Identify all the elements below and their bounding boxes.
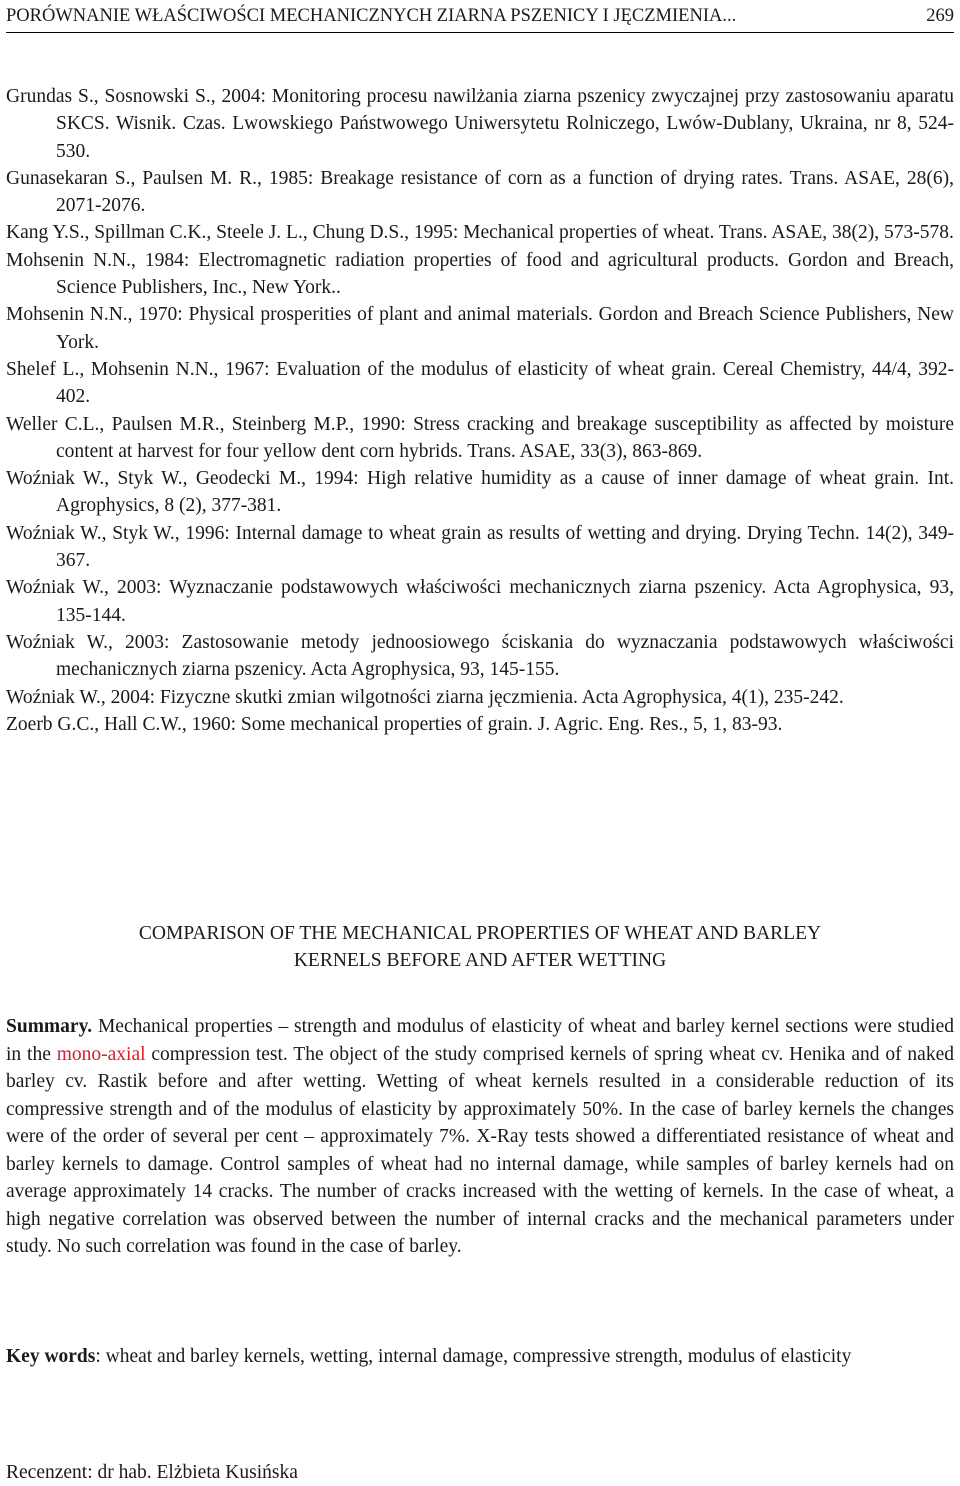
reference-item: Gunasekaran S., Paulsen M. R., 1985: Breakage resistance of corn as a function of drying rates. Trans. ASAE, 28(6), 2071-2076. — [6, 167, 954, 217]
keywords-text: : wheat and barley kernels, wetting, internal damage, compressive strength, modulus of elasticity — [95, 1346, 852, 1367]
reference-list — [6, 83, 954, 738]
summary-highlight: mono-axial — [56, 1043, 146, 1065]
summary-label: Summary. — [6, 1016, 93, 1037]
english-title-line-2: KERNELS BEFORE AND AFTER WETTING — [293, 950, 667, 971]
english-title — [0, 920, 960, 974]
keywords-paragraph — [6, 1343, 954, 1371]
reference-item: Shelef L., Mohsenin N.N., 1967: Evaluation of the modulus of elasticity of wheat grain. Cereal Chemistry, 44/4, 392-402. — [6, 358, 954, 408]
reference-item: Woźniak W., Styk W., Geodecki M., 1994: High relative humidity as a cause of inner damage of wheat grain. Int. Agrophysics, 8 (2), 377-381. — [6, 468, 954, 517]
reference-item: Weller C.L., Paulsen M.R., Steinberg M.P., 1990: Stress cracking and breakage susceptibility as affected by moisture content at harvest for four yellow dent corn hybrids. Trans. ASAE, 33(3), 863-869. — [6, 413, 954, 462]
running-header — [6, 4, 954, 33]
reference-item: Grundas S., Sosnowski S., 2004: Monitoring procesu nawilżania ziarna pszenicy zwyczajnej przy zastosowaniu aparatu SKCS. Wisnik. Czas. Lwowskiego Państwowego Uniwersytetu Rolniczego, Lwów-Dublany, Ukraina, nr 8, 524-530. — [6, 86, 954, 162]
keywords-label: Key words — [6, 1346, 96, 1367]
reference-item: Kang Y.S., Spillman C.K., Steele J. L., Chung D.S., 1995: Mechanical properties of wheat. Trans. ASAE, 38(2), 573-578. — [6, 222, 954, 244]
summary-text-start: Mechanical properties – strength and modulus of elasticity of wheat and barley kernel sections were studied in the — [6, 1016, 954, 1065]
reference-item: Woźniak W., Styk W., 1996: Internal damage to wheat grain as results of wetting and drying. Drying Techn. 14(2), 349-367. — [6, 522, 954, 572]
english-title-line-1: COMPARISON OF THE MECHANICAL PROPERTIES OF WHEAT AND BARLEY — [138, 923, 822, 944]
reference-item: Woźniak W., 2003: Zastosowanie metody jednoosiowego ściskania do wyznaczania podstawowych właściwości mechanicznych ziarna pszenicy. Acta Agrophysica, 93, 145-155. — [6, 631, 954, 681]
reference-item: Woźniak W., 2003: Wyznaczanie podstawowych właściwości mechanicznych ziarna pszenicy. Acta Agrophysica, 93, 135-144. — [6, 577, 954, 626]
reference-item: Mohsenin N.N., 1970: Physical prosperities of plant and animal materials. Gordon and Breach Science Publishers, New York. — [6, 304, 954, 353]
summary-text-end: compression test. The object of the study comprised kernels of spring wheat cv. Henika and of naked barley cv. Rastik before and after wetting. Wetting of wheat kernels resulted in a considerable reduction of its compressive strength and of the modulus of elasticity by approximately 50%. In the case of barley kernels the changes were of the order of several per cent – approximately 7%. X-Ray tests showed a differentiated resistance of wheat and barley kernels to damage. Control samples of wheat had no internal damage, while samples of barley kernels had on average approximately 14 cracks. The number of cracks increased with the wetting of kernels. In the case of wheat, a high negative correlation was observed between the number of internal cracks and the mechanical parameters under study. No such correlation was found in the case of barley. — [6, 1043, 954, 1257]
header-title: PORÓWNANIE WŁAŚCIWOŚCI MECHANICZNYCH ZIARNA PSZENICY I JĘCZMIENIA... — [6, 6, 737, 26]
reference-item: Zoerb G.C., Hall C.W., 1960: Some mechanical properties of grain. J. Agric. Eng. Res., 5, 1, 83-93. — [6, 713, 783, 735]
reviewer-line: Recenzent: dr hab. Elżbieta Kusińska — [6, 1462, 298, 1483]
page-number: 269 — [926, 6, 954, 26]
reference-item: Mohsenin N.N., 1984: Electromagnetic radiation properties of food and agricultural products. Gordon and Breach, Science Publishers, Inc., New York.. — [6, 249, 954, 299]
reference-item: Woźniak W., 2004: Fizyczne skutki zmian wilgotności ziarna jęczmienia. Acta Agrophysica, 4(1), 235-242. — [6, 686, 844, 708]
summary-paragraph — [6, 1013, 954, 1261]
